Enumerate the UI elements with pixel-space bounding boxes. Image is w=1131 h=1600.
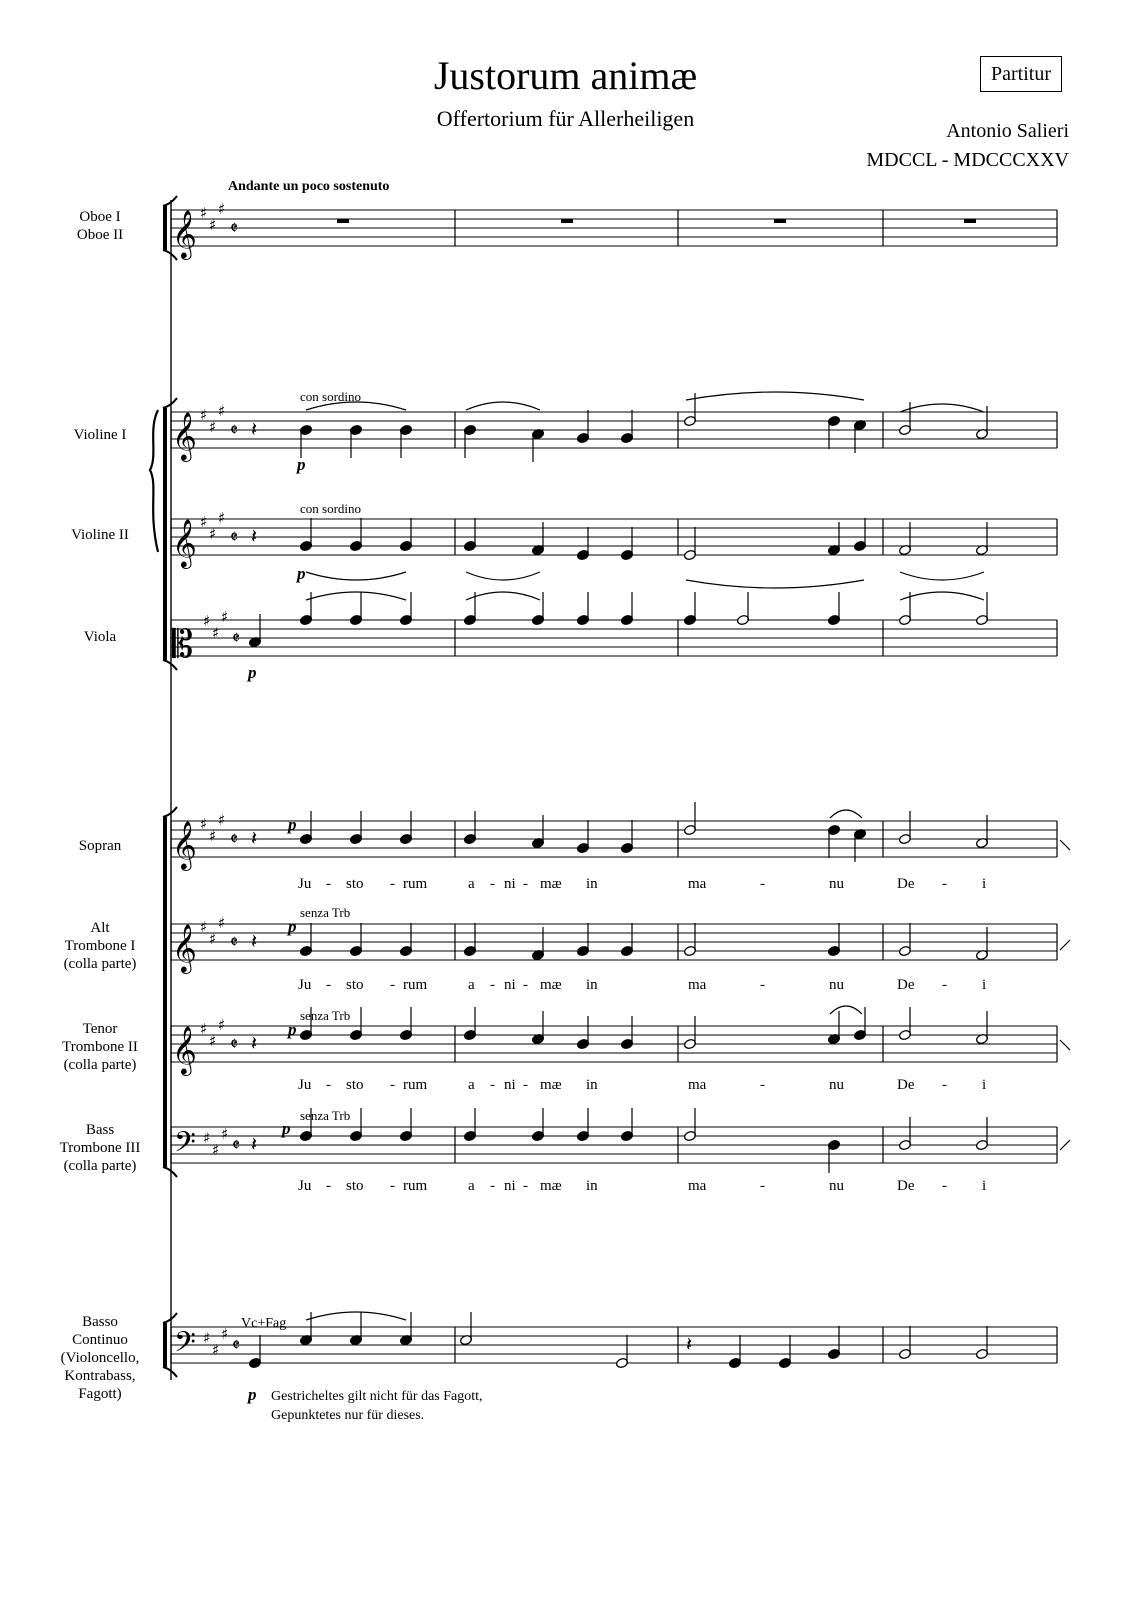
key-sharp: ♯ xyxy=(218,811,226,829)
label-alto: Alt Trombone I (colla parte) xyxy=(63,920,137,972)
slur xyxy=(900,404,984,412)
whole-rest xyxy=(561,219,573,223)
lyric-syllable: nu xyxy=(829,977,844,993)
choir-bracket xyxy=(163,817,167,1167)
whole-rest xyxy=(774,219,786,223)
lyric-syllable: ma xyxy=(688,1077,707,1093)
quarter-rest: 𝄽 xyxy=(251,826,258,850)
dynamic-piano-viola: p xyxy=(248,663,257,682)
score-subtitle: Offertorium für Allerheiligen xyxy=(436,106,695,131)
lyric-syllable: mæ xyxy=(540,977,562,993)
common-time: 𝄵 xyxy=(230,1034,239,1055)
label-oboe: Oboe I Oboe II xyxy=(76,209,124,243)
treble-clef: 𝄞 xyxy=(172,1025,197,1074)
slur xyxy=(466,402,540,410)
lyric-syllable: a xyxy=(468,876,475,892)
lyric-syllable: - xyxy=(760,977,765,993)
slur xyxy=(466,592,540,600)
lyric-syllable: mæ xyxy=(540,1178,562,1194)
lyric-syllable: Ju xyxy=(298,876,312,892)
label-violin-1: Violine I xyxy=(73,427,127,443)
label-soprano: Sopran xyxy=(78,838,122,854)
lyric-syllable: i xyxy=(982,977,987,993)
key-sharp: ♯ xyxy=(218,914,226,932)
quarter-rest: 𝄽 xyxy=(251,417,258,441)
continuation-arrow xyxy=(1060,840,1070,850)
lyric-syllable: - xyxy=(490,1178,495,1194)
lyric-syllable: nu xyxy=(829,1077,844,1093)
lyric-syllable: Ju xyxy=(298,977,312,993)
dynamic-piano-violin-2: p xyxy=(297,564,306,583)
lyric-syllable: - xyxy=(523,977,528,993)
key-sharp: ♯ xyxy=(203,612,211,630)
continuation-arrow xyxy=(1060,940,1070,950)
key-sharp: ♯ xyxy=(209,827,217,845)
common-time: 𝄵 xyxy=(230,420,239,441)
score-title: Justorum animæ xyxy=(433,53,698,98)
key-sharp: ♯ xyxy=(203,1129,211,1147)
lyric-syllable: - xyxy=(760,876,765,892)
continuo-bracket xyxy=(163,1323,167,1367)
lyric-syllable: - xyxy=(942,876,947,892)
bass-clef: 𝄢 xyxy=(174,1126,196,1166)
lyric-syllable: ni xyxy=(504,1178,516,1194)
lyric-syllable: sto xyxy=(346,1178,364,1194)
treble-clef: 𝄞 xyxy=(172,209,197,258)
lyric-syllable: - xyxy=(523,1178,528,1194)
lyric-syllable: rum xyxy=(403,1178,428,1194)
slur xyxy=(306,402,406,410)
notes xyxy=(172,200,1070,1369)
lyric-syllable: rum xyxy=(403,1077,428,1093)
composer-name: Antonio Salieri xyxy=(946,120,1069,142)
lyric-syllable: mæ xyxy=(540,1077,562,1093)
treble-clef: 𝄞 xyxy=(172,411,197,460)
key-sharp: ♯ xyxy=(212,1341,220,1359)
label-continuo: Basso Continuo (Violoncello, Kontrabass, Fagott) xyxy=(60,1314,140,1402)
lyric-syllable: De xyxy=(897,1178,915,1194)
quarter-rest: 𝄽 xyxy=(251,1132,258,1156)
lyric-syllable: - xyxy=(760,1077,765,1093)
senza-trb-alto: senza Trb xyxy=(300,905,351,920)
quarter-rest: 𝄽 xyxy=(251,524,258,548)
dynamic-piano-continuo: p xyxy=(248,1385,257,1404)
key-sharp: ♯ xyxy=(209,418,217,436)
lyric-syllable: sto xyxy=(346,876,364,892)
footnote: Gestricheltes gilt nicht für das Fagott, Gepunktetes nur für dieses. xyxy=(271,1389,483,1423)
key-sharp: ♯ xyxy=(221,1325,229,1343)
lyric-syllable: rum xyxy=(403,876,428,892)
key-sharp: ♯ xyxy=(203,1329,211,1347)
lyric-syllable: - xyxy=(942,1077,947,1093)
key-sharp: ♯ xyxy=(218,200,226,218)
lyric-syllable: - xyxy=(523,876,528,892)
key-sharp: ♯ xyxy=(212,1141,220,1159)
key-sharp: ♯ xyxy=(209,930,217,948)
key-sharp: ♯ xyxy=(200,1020,208,1038)
key-sharp: ♯ xyxy=(200,406,208,424)
treble-clef: 𝄞 xyxy=(172,923,197,972)
common-time: 𝄵 xyxy=(230,218,239,239)
slur xyxy=(466,572,540,580)
lyric-syllable: - xyxy=(326,977,331,993)
composer-dates: MDCCL - MDCCCXXV xyxy=(866,149,1069,171)
slur xyxy=(900,592,984,600)
whole-rest xyxy=(337,219,349,223)
key-sharp: ♯ xyxy=(218,509,226,527)
dynamic-piano-violin-1: p xyxy=(297,455,306,474)
label-bass: Bass Trombone III (colla parte) xyxy=(59,1122,141,1174)
lyric-syllable: - xyxy=(942,1178,947,1194)
lyric-syllable: - xyxy=(390,1178,395,1194)
treble-clef: 𝄞 xyxy=(172,820,197,869)
lyric-syllable: - xyxy=(490,876,495,892)
key-sharp: ♯ xyxy=(221,1125,229,1143)
lyric-syllable: i xyxy=(982,1077,987,1093)
oboe-bracket xyxy=(163,206,167,250)
slur xyxy=(830,810,862,818)
common-time: 𝄵 xyxy=(232,1135,241,1156)
lyric-syllable: in xyxy=(586,1178,598,1194)
key-sharp: ♯ xyxy=(212,624,220,642)
lyric-syllable: i xyxy=(982,876,987,892)
lyric-syllable: a xyxy=(468,1077,475,1093)
whole-rest xyxy=(964,219,976,223)
key-sharp: ♯ xyxy=(209,1032,217,1050)
lyric-syllable: mæ xyxy=(540,876,562,892)
quarter-rest: 𝄽 xyxy=(686,1332,693,1356)
lyric-syllable: De xyxy=(897,977,915,993)
label-tenor: Tenor Trombone II (colla parte) xyxy=(62,1021,138,1073)
lyric-syllable: rum xyxy=(403,977,428,993)
dynamic-piano-soprano: p xyxy=(288,815,297,834)
key-sharp: ♯ xyxy=(200,204,208,222)
lyric-syllable: i xyxy=(982,1178,987,1194)
slur xyxy=(830,1006,862,1014)
slur xyxy=(306,572,406,580)
treble-clef: 𝄞 xyxy=(172,518,197,567)
lyric-syllable: ni xyxy=(504,977,516,993)
staff-lines xyxy=(150,196,1057,1380)
slur xyxy=(686,580,864,588)
senza-trb-bass: senza Trb xyxy=(300,1108,351,1123)
key-sharp: ♯ xyxy=(209,216,217,234)
lyric-syllable: in xyxy=(586,876,598,892)
slur xyxy=(900,572,984,580)
common-time: 𝄵 xyxy=(230,527,239,548)
key-sharp: ♯ xyxy=(200,513,208,531)
lyric-syllable: - xyxy=(390,977,395,993)
key-sharp: ♯ xyxy=(218,1016,226,1034)
key-sharp: ♯ xyxy=(221,608,229,626)
lyric-syllable: ma xyxy=(688,876,707,892)
continuation-arrow xyxy=(1060,1040,1070,1050)
common-time: 𝄵 xyxy=(232,628,241,649)
quarter-rest: 𝄽 xyxy=(251,1031,258,1055)
dynamic-piano-bass: p xyxy=(282,1119,291,1138)
lyric-syllable: - xyxy=(326,876,331,892)
lyric-syllable: - xyxy=(326,1178,331,1194)
common-time: 𝄵 xyxy=(230,932,239,953)
lyric-syllable: ni xyxy=(504,1077,516,1093)
lyric-syllable: in xyxy=(586,977,598,993)
lyric-syllable: - xyxy=(760,1178,765,1194)
senza-trb-tenor: senza Trb xyxy=(300,1008,351,1023)
lyric-syllable: sto xyxy=(346,977,364,993)
key-sharp: ♯ xyxy=(209,525,217,543)
lyric-syllable: - xyxy=(942,977,947,993)
lyric-syllable: sto xyxy=(346,1077,364,1093)
lyric-syllable: - xyxy=(326,1077,331,1093)
violin-brace xyxy=(150,410,158,552)
lyric-syllable: nu xyxy=(829,1178,844,1194)
lyric-syllable: ma xyxy=(688,1178,707,1194)
lyric-syllable: De xyxy=(897,876,915,892)
common-time: 𝄵 xyxy=(230,829,239,850)
lyric-syllable: Ju xyxy=(298,1178,312,1194)
con-sordino-violin-1: con sordino xyxy=(300,389,362,404)
key-sharp: ♯ xyxy=(200,918,208,936)
slur xyxy=(686,392,864,400)
lyric-syllable: - xyxy=(390,876,395,892)
strings-bracket xyxy=(163,408,167,660)
lyric-syllable: in xyxy=(586,1077,598,1093)
dynamic-piano-alto: p xyxy=(288,917,297,936)
lyric-syllable: nu xyxy=(829,876,844,892)
vc-fag-annotation: Vc+Fag xyxy=(241,1316,287,1331)
label-viola: Viola xyxy=(83,629,117,645)
continuation-arrow xyxy=(1060,1140,1070,1150)
lyric-syllable: De xyxy=(897,1077,915,1093)
key-sharp: ♯ xyxy=(218,402,226,420)
slur xyxy=(306,592,406,600)
lyric-syllable: - xyxy=(490,1077,495,1093)
lyric-syllable: - xyxy=(490,977,495,993)
slur xyxy=(306,1312,406,1320)
key-sharp: ♯ xyxy=(200,815,208,833)
con-sordino-violin-2: con sordino xyxy=(300,501,362,516)
lyric-syllable: ni xyxy=(504,876,516,892)
common-time: 𝄵 xyxy=(232,1335,241,1356)
lyric-syllable: Ju xyxy=(298,1077,312,1093)
tempo-marking: Andante un poco sostenuto xyxy=(228,179,390,194)
label-violin-2: Violine II xyxy=(71,527,129,543)
alto-clef: 𝄡 xyxy=(172,622,194,666)
partitur-badge: Partitur xyxy=(980,56,1062,92)
lyric-syllable: - xyxy=(523,1077,528,1093)
dynamic-piano-tenor: p xyxy=(288,1020,297,1039)
lyric-syllable: a xyxy=(468,1178,475,1194)
lyric-syllable: - xyxy=(390,1077,395,1093)
quarter-rest: 𝄽 xyxy=(251,929,258,953)
lyric-syllable: a xyxy=(468,977,475,993)
bass-clef: 𝄢 xyxy=(174,1326,196,1366)
lyric-syllable: ma xyxy=(688,977,707,993)
